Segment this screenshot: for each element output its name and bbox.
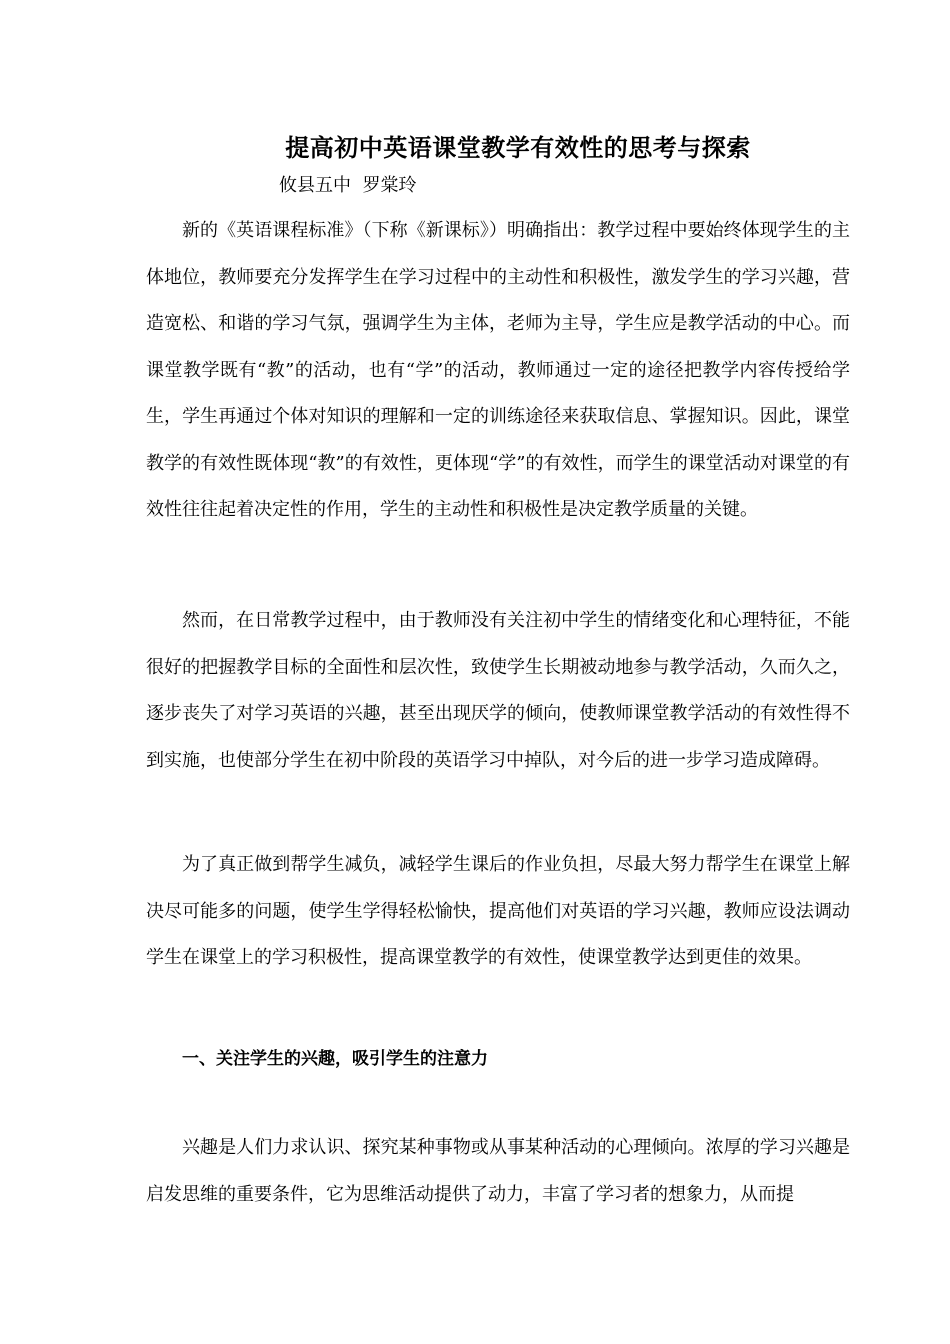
paragraph-section-one: 兴趣是人们力求认识、探究某种事物或从事某种活动的心理倾向。浓厚的学习兴趣是启发思维的重要条件，它为思维活动提供了动力，丰富了学习者的想象力，从而提 [146, 1137, 850, 1205]
document-author: 攸县五中 罗棠玲 [279, 175, 417, 196]
paragraph-problem: 然而，在日常教学过程中，由于教师没有关注初中学生的情绪变化和心理特征，不能很好的把握教学目标的全面性和层次性，致使学生长期被动地参与教学活动，久而久之，逐步丧失了对学习英语的兴趣，甚至出现厌学的倾向，使教师课堂教学活动的有效性得不到实施，也使部分学生在初中阶段的英语学习中掉队，对今后的进一步学习造成障碍。 [146, 610, 850, 771]
section-heading: 一、关注学生的兴趣，吸引学生的注意力 [182, 1049, 488, 1069]
paragraph-intro: 新的《英语课程标准》（下称《新课标》）明确指出：教学过程中要始终体现学生的主体地位，教师要充分发挥学生在学习过程中的主动性和积极性，激发学生的学习兴趣，营造宽松、和谐的学习气氛，强调学生为主体，老师为主导，学生应是教学活动的中心。而课堂教学既有“教”的活动，也有“学”的活动，教师通过一定的途径把教学内容传授给学生，学生再通过个体对知识的理解和一定的训练途径来获取信息、掌握知识。因此，课堂教学的有效性既体现“教”的有效性，更体现“学”的有效性，而学生的课堂活动对课堂的有效性往往起着决定性的作用，学生的主动性和积极性是决定教学质量的关键。 [146, 220, 850, 520]
document-title: 提高初中英语课堂教学有效性的思考与探索 [285, 134, 751, 162]
paragraph-goal: 为了真正做到帮学生减负，减轻学生课后的作业负担，尽最大努力帮学生在课堂上解决尽可能多的问题，使学生学得轻松愉快，提高他们对英语的学习兴趣，教师应设法调动学生在课堂上的学习积极性，提高课堂教学的有效性，使课堂教学达到更佳的效果。 [146, 854, 850, 968]
